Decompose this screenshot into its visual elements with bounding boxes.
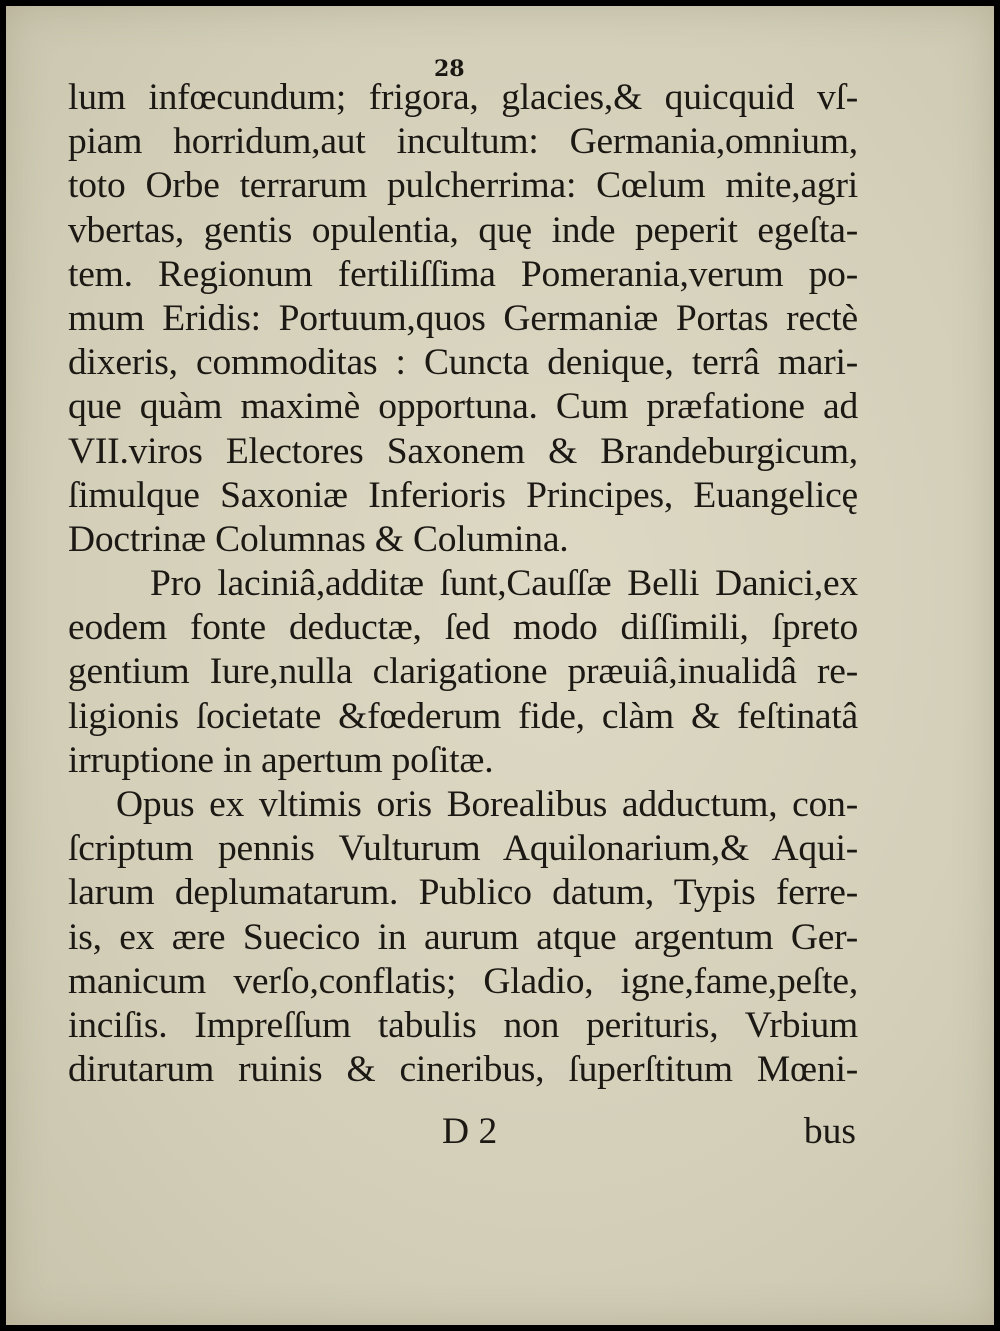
text-line: gentium Iure,nulla clarigatione præuiâ,inualidâ re- xyxy=(68,651,858,693)
text-line: Opus ex vltimis oris Borealibus adductum, con- xyxy=(116,784,858,825)
text-line: vbertas, gentis opulentia, quę inde peperit egeſta- xyxy=(68,209,858,251)
text-line: manicum verſo,conflatis; Gladio, igne,fame,peſte, xyxy=(68,960,858,1002)
text-line: dirutarum ruinis & cineribus, ſuperſtitum Mœni- xyxy=(68,1049,858,1091)
text-line: lum infœcundum; frigora, glacies,& quicquid vſ- xyxy=(68,77,858,118)
text-line: ſcriptum pennis Vulturum Aquilonarium,& Aqui- xyxy=(68,828,858,870)
page-number: 28 xyxy=(434,56,465,82)
text-line: tem. Regionum fertiliſſima Pomerania,verum po- xyxy=(68,253,858,295)
text-line: irruptione in apertum poſitæ. xyxy=(68,739,494,781)
text-line: Doctrinæ Columnas & Columina. xyxy=(68,518,569,560)
text-line: toto Orbe terrarum pulcherrima: Cœlum mite,agri xyxy=(68,165,858,207)
signature-mark: D 2 xyxy=(442,1111,498,1152)
page-footer xyxy=(68,1110,858,1154)
text-line: is, ex ære Suecico in aurum atque argentum Ger- xyxy=(68,916,858,958)
book-page xyxy=(6,6,994,1325)
text-line: dixeris, commoditas : Cuncta denique, terrâ mari- xyxy=(68,342,858,384)
text-line: larum deplumatarum. Publico datum, Typis ferre- xyxy=(68,872,858,914)
text-line: que quàm maximè opportuna. Cum præfatione ad xyxy=(68,386,858,428)
catchword: bus xyxy=(803,1111,856,1152)
text-line: ſimulque Saxoniæ Inferioris Principes, Euangelicę xyxy=(68,474,858,516)
text-line: eodem fonte deductæ, ſed modo diſſimili, ſpreto xyxy=(68,607,858,649)
text-line: ligionis ſocietate &fœderum fide, clàm & feſtinatâ xyxy=(68,695,858,737)
text-line: VII.viros Electores Saxonem & Brandeburgicum, xyxy=(68,430,858,472)
text-line: piam horridum,aut incultum: Germania,omnium, xyxy=(68,121,858,163)
text-line: inciſis. Impreſſum tabulis non perituris, Vrbium xyxy=(68,1004,858,1046)
body-text xyxy=(68,76,858,1092)
text-line: Pro laciniâ,additæ ſunt,Cauſſæ Belli Danici,ex xyxy=(150,563,858,605)
text-line: mum Eridis: Portuum,quos Germaniæ Portas rectè xyxy=(68,297,858,339)
